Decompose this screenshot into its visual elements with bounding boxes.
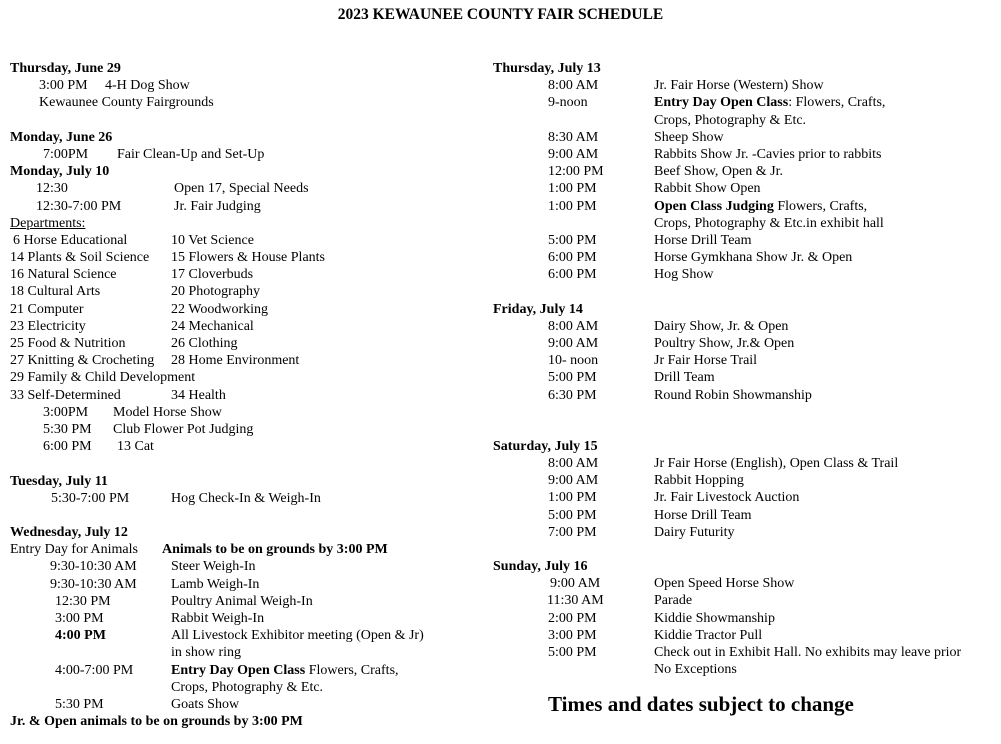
- event-text: Drill Team: [654, 370, 715, 386]
- department-item: 26 Clothing: [171, 336, 238, 351]
- department-row: [10, 249, 480, 266]
- event-text: Fair Clean-Up and Set-Up: [117, 146, 265, 162]
- event-row: [10, 558, 480, 575]
- event-time: 5:00 PM: [548, 507, 597, 523]
- event-time: 9:00 AM: [550, 576, 601, 592]
- day-heading-label: Sunday, July 16: [493, 559, 588, 575]
- event-text: Check out in Exhibit Hall. No exhibits may leave prior: [654, 645, 962, 660]
- department-item: 29 Family & Child Development: [10, 370, 196, 386]
- spacer: [10, 507, 480, 524]
- event-text-continued: Crops, Photography & Etc.: [654, 112, 807, 128]
- event-text: Open 17, Special Needs: [174, 181, 309, 197]
- event-time: 8:30 AM: [548, 129, 599, 145]
- event-text: Club Flower Pot Judging: [113, 421, 254, 437]
- event-row: [10, 180, 480, 197]
- department-item: 6 Horse Educational: [13, 232, 128, 248]
- event-text-continued: Crops, Photography & Etc.: [171, 679, 324, 695]
- department-item: 16 Natural Science: [10, 267, 117, 283]
- event-text: Model Horse Show: [113, 404, 222, 420]
- event-time: 7:00PM: [43, 146, 89, 162]
- event-text-rest: Flowers, Crafts,: [773, 198, 868, 214]
- event-time: 8:00 AM: [548, 78, 599, 94]
- event-row: [493, 232, 993, 249]
- event-row: [10, 94, 480, 111]
- day-heading-label: Wednesday, July 12: [10, 525, 128, 541]
- event-time: 6:30 PM: [548, 387, 597, 403]
- event-text-rest: : Flowers, Crafts,: [788, 95, 886, 111]
- event-row: [493, 129, 993, 146]
- event-text: Lamb Weigh-In: [171, 576, 260, 592]
- department-row: [10, 301, 480, 318]
- event-text: Beef Show, Open & Jr.: [654, 164, 783, 180]
- event-time: 9:00 AM: [548, 473, 599, 489]
- event-time: 4:00-7:00 PM: [55, 662, 134, 678]
- event-text: Poultry Animal Weigh-In: [171, 593, 313, 609]
- departments-label: Departments:: [10, 215, 86, 231]
- event-text: Jr. Fair Horse (Western) Show: [654, 78, 824, 94]
- event-row: [10, 662, 480, 679]
- day-heading: [10, 473, 480, 490]
- footer-note-row: [10, 713, 480, 730]
- event-text: [654, 198, 867, 215]
- day-heading: [10, 60, 480, 77]
- day-heading-label: Friday, July 14: [493, 301, 583, 317]
- spacer: [493, 283, 993, 300]
- event-row: [10, 593, 480, 610]
- event-row: [493, 627, 993, 644]
- event-time: 3:00PM: [43, 404, 89, 420]
- event-time: 7:00 PM: [548, 524, 597, 540]
- event-time: 6:00 PM: [548, 250, 597, 266]
- event-row: [493, 180, 993, 197]
- department-row: [10, 266, 480, 283]
- department-item: 22 Woodworking: [171, 301, 269, 317]
- entry-day-note: Animals to be on grounds by 3:00 PM: [162, 542, 388, 558]
- event-text: Horse Drill Team: [654, 232, 752, 248]
- day-heading-label: Monday, June 26: [10, 129, 113, 145]
- event-text: Dairy Show, Jr. & Open: [654, 318, 789, 334]
- event-row: [493, 472, 993, 489]
- event-row: [10, 696, 480, 713]
- event-row: [493, 661, 993, 678]
- grounds-note: Jr. & Open animals to be on grounds by 3:00 PM: [10, 714, 303, 730]
- event-time: 10- noon: [548, 353, 599, 369]
- event-row: [493, 387, 993, 404]
- event-row: [493, 369, 993, 386]
- event-text: Kiddie Showmanship: [654, 610, 775, 626]
- department-row: [10, 335, 480, 352]
- event-time: 6:00 PM: [548, 267, 597, 283]
- event-row: [493, 198, 993, 215]
- department-row: [10, 318, 480, 335]
- event-row: [493, 575, 993, 592]
- event-time: 4:00 PM: [55, 628, 106, 644]
- department-item: 34 Health: [171, 387, 226, 403]
- event-time: 3:00 PM: [548, 627, 597, 643]
- department-item: 24 Mechanical: [171, 318, 254, 334]
- event-row: [10, 490, 480, 507]
- departments-heading: [10, 215, 480, 232]
- left-column: [10, 60, 480, 730]
- department-row: [10, 387, 480, 404]
- event-time: 9:00 AM: [548, 146, 599, 162]
- event-time: 12:30-7:00 PM: [36, 198, 122, 214]
- day-heading-label: Tuesday, July 11: [10, 473, 108, 489]
- event-text: Hog Check-In & Weigh-In: [171, 490, 321, 506]
- event-row: [493, 77, 993, 94]
- day-heading: [493, 301, 993, 318]
- event-row: [10, 541, 480, 558]
- event-row: [493, 318, 993, 335]
- event-row: [493, 455, 993, 472]
- event-row: [10, 627, 480, 644]
- event-row: [493, 112, 993, 129]
- event-row: [10, 404, 480, 421]
- day-heading: [493, 438, 993, 455]
- department-row: [10, 232, 480, 249]
- event-time: 6:00 PM: [43, 439, 92, 455]
- event-text-continued: No Exceptions: [654, 662, 737, 678]
- subject-to-change-note: Times and dates subject to change: [548, 692, 854, 716]
- event-text: [654, 94, 885, 111]
- department-item: 33 Self-Determined: [10, 387, 121, 403]
- event-time: 11:30 AM: [547, 593, 604, 609]
- department-item: 25 Food & Nutrition: [10, 336, 126, 351]
- event-row: [493, 592, 993, 609]
- department-row: [10, 369, 480, 386]
- day-heading: [10, 524, 480, 541]
- event-time: 3:00 PM: [55, 611, 104, 626]
- event-row: [10, 438, 480, 455]
- event-time: 5:00 PM: [548, 232, 597, 248]
- event-time: 5:30 PM: [55, 696, 104, 712]
- event-row: [493, 335, 993, 352]
- event-text: Rabbit Hopping: [654, 473, 744, 489]
- department-item: 14 Plants & Soil Science: [10, 250, 150, 266]
- spacer: [10, 112, 480, 129]
- department-item: 18 Cultural Arts: [10, 284, 101, 300]
- department-row: [10, 283, 480, 300]
- department-item: 20 Photography: [171, 284, 261, 300]
- event-row: [10, 77, 480, 94]
- spacer: [493, 404, 993, 438]
- event-row: [493, 524, 993, 541]
- event-row: [493, 146, 993, 163]
- event-text: Steer Weigh-In: [171, 559, 256, 575]
- event-text: Parade: [654, 593, 693, 609]
- event-row: [10, 421, 480, 438]
- event-time: 9:30-10:30 AM: [50, 559, 137, 575]
- event-text: Open Speed Horse Show: [654, 576, 795, 592]
- event-time: 5:00 PM: [548, 645, 597, 660]
- event-text: Dairy Futurity: [654, 524, 735, 540]
- day-heading: [10, 129, 480, 146]
- event-location: Kewaunee County Fairgrounds: [39, 95, 214, 111]
- event-text: Rabbit Weigh-In: [171, 611, 265, 626]
- event-text: Rabbit Show Open: [654, 181, 761, 197]
- event-row: [493, 163, 993, 180]
- event-row: [10, 679, 480, 696]
- department-item: 28 Home Environment: [171, 353, 300, 369]
- department-item: 27 Knitting & Crocheting: [10, 353, 155, 369]
- event-row: [10, 198, 480, 215]
- event-text-bold: Open Class Judging: [654, 198, 774, 214]
- event-row: [493, 352, 993, 369]
- event-text-continued: in show ring: [171, 645, 241, 661]
- spacer: [10, 455, 480, 472]
- event-text: [171, 662, 399, 679]
- event-time: 3:00 PM: [39, 78, 88, 94]
- event-text-bold: Entry Day Open Class: [654, 95, 789, 111]
- event-text-bold: Entry Day Open Class: [171, 662, 306, 678]
- event-text-rest: Flowers, Crafts,: [305, 662, 399, 678]
- event-time: 5:30-7:00 PM: [51, 490, 130, 506]
- event-row: [10, 644, 480, 661]
- event-time: 1:00 PM: [548, 198, 597, 214]
- entry-day-label: Entry Day for Animals: [10, 542, 138, 558]
- event-time: 12:00 PM: [548, 164, 604, 180]
- event-row: [10, 576, 480, 593]
- event-time: 9:00 AM: [548, 336, 599, 351]
- event-text: Kiddie Tractor Pull: [654, 627, 763, 643]
- event-text: Goats Show: [171, 696, 240, 712]
- event-row: [10, 146, 480, 163]
- event-row: [493, 507, 993, 524]
- event-row: [493, 249, 993, 266]
- day-heading-label: Monday, July 10: [10, 164, 110, 180]
- event-text: All Livestock Exhibitor meeting (Open & Jr): [171, 628, 424, 644]
- day-heading: [493, 60, 993, 77]
- event-row: [493, 644, 993, 661]
- event-time: 5:30 PM: [43, 421, 92, 437]
- event-text: Round Robin Showmanship: [654, 387, 812, 403]
- event-time: 9:30-10:30 AM: [50, 576, 137, 592]
- event-row: [493, 215, 993, 232]
- event-text: Horse Gymkhana Show Jr. & Open: [654, 250, 853, 266]
- event-text: Hog Show: [654, 267, 714, 283]
- day-heading: [493, 558, 993, 575]
- department-item: 10 Vet Science: [171, 232, 254, 248]
- event-row: [493, 610, 993, 627]
- event-time: 8:00 AM: [548, 455, 599, 471]
- event-row: [493, 94, 993, 111]
- event-text: Jr Fair Horse (English), Open Class & Trail: [654, 455, 899, 471]
- event-text: Sheep Show: [654, 129, 724, 145]
- event-row: [10, 610, 480, 627]
- event-text-continued: Crops, Photography & Etc.in exhibit hall: [654, 215, 884, 231]
- event-time: 2:00 PM: [548, 610, 597, 626]
- event-text: 4-H Dog Show: [105, 78, 190, 94]
- day-heading-label: Thursday, July 13: [493, 61, 601, 76]
- day-heading-label: Saturday, July 15: [493, 438, 598, 454]
- event-time: 8:00 AM: [548, 318, 599, 334]
- event-row: [493, 489, 993, 506]
- page-title: 2023 KEWAUNEE COUNTY FAIR SCHEDULE: [337, 6, 664, 23]
- department-item: 23 Electricity: [10, 318, 86, 334]
- right-column: [493, 60, 993, 678]
- event-text: Horse Drill Team: [654, 507, 752, 523]
- event-text: Jr. Fair Judging: [174, 198, 261, 214]
- spacer: [493, 541, 993, 558]
- event-time: 1:00 PM: [548, 181, 597, 197]
- event-time: 9-noon: [548, 95, 588, 111]
- event-text: Jr Fair Horse Trail: [654, 353, 758, 369]
- event-text: Rabbits Show Jr. -Cavies prior to rabbits: [654, 146, 882, 162]
- day-heading-label: Thursday, June 29: [10, 61, 121, 76]
- department-item: 17 Cloverbuds: [171, 267, 254, 283]
- day-heading: [10, 163, 480, 180]
- event-text: 13 Cat: [117, 439, 154, 455]
- event-time: 12:30 PM: [55, 593, 111, 609]
- event-time: 5:00 PM: [548, 370, 597, 386]
- department-row: [10, 352, 480, 369]
- event-time: 12:30: [36, 181, 68, 197]
- event-time: 1:00 PM: [548, 490, 597, 506]
- department-item: 21 Computer: [10, 301, 84, 317]
- event-text: Jr. Fair Livestock Auction: [654, 490, 800, 506]
- event-text: Poultry Show, Jr.& Open: [654, 336, 795, 351]
- event-row: [493, 266, 993, 283]
- department-item: 15 Flowers & House Plants: [171, 250, 325, 266]
